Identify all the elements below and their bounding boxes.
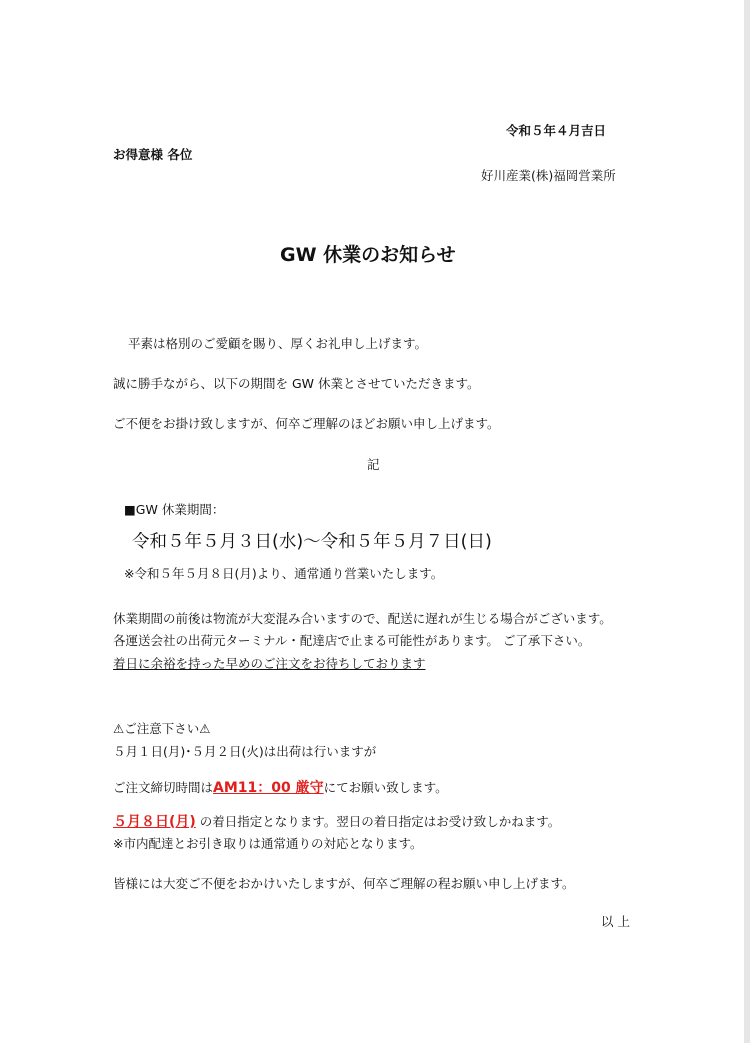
holiday-period-label: ■GW 休業期間： (124, 502, 225, 517)
deadline-highlight: AM11：00 厳守 (213, 780, 324, 796)
caution-line-2-post: にてお願い致します。 (323, 780, 448, 795)
logistics-notice-line-2: 各運送会社の出荷元ターミナル・配達店で止まる可能性があります。 ご了承下さい。 (113, 633, 591, 648)
page-edge-shadow (744, 0, 750, 1043)
notice-date: 令和５年４月吉日 (506, 123, 607, 138)
intro-line-1: 平素は格別のご愛顧を賜り、厚くお礼申し上げます。 (128, 336, 428, 351)
holiday-period-dates: 令和５年５月３日(水)～令和５年５月７日(日) (132, 532, 492, 552)
page-title: GW 休業のお知らせ (280, 244, 456, 266)
caution-line-3-post: の着日指定となります。翌日の着日指定はお受け致しかねます。 (199, 814, 561, 829)
caution-line-4: ※市内配達とお引き取りは通常通りの対応となります。 (113, 836, 423, 851)
logistics-notice-line-3: 着日に余裕を持った早めのご注文をお待ちしております (113, 656, 426, 671)
closing-remark: 皆様には大変ご不便をおかけいたしますが、何卒ご理解の程お願い申し上げます。 (113, 876, 575, 891)
sender-company: 好川産業(株)福岡営業所 (481, 168, 616, 183)
caution-line-2-pre: ご注文締切時間は (113, 780, 214, 795)
caution-line-1: ５月１日(月)･５月２日(火)は出荷は行いますが (113, 744, 377, 759)
end-mark: 以 上 (601, 914, 630, 929)
caution-line-2 (113, 780, 448, 796)
ki-heading: 記 (367, 457, 380, 472)
delivery-date-highlight: ５月８日(月) (113, 814, 196, 830)
holiday-period-note: ※令和５年５月８日(月)より、通常通り営業いたします。 (124, 566, 444, 581)
addressee: お得意様 各位 (113, 147, 193, 162)
caution-title: ⚠ご注意下さい⚠ (113, 721, 211, 736)
intro-line-2: 誠に勝手ながら、以下の期間を GW 休業とさせていただきます。 (113, 376, 480, 391)
intro-line-3: ご不便をお掛け致しますが、何卒ご理解のほどお願い申し上げます。 (113, 416, 500, 431)
caution-line-3 (113, 814, 560, 830)
logistics-notice-line-1: 休業期間の前後は物流が大変混み合いますので、配送に遅れが生じる場合がございます。 (113, 611, 612, 626)
